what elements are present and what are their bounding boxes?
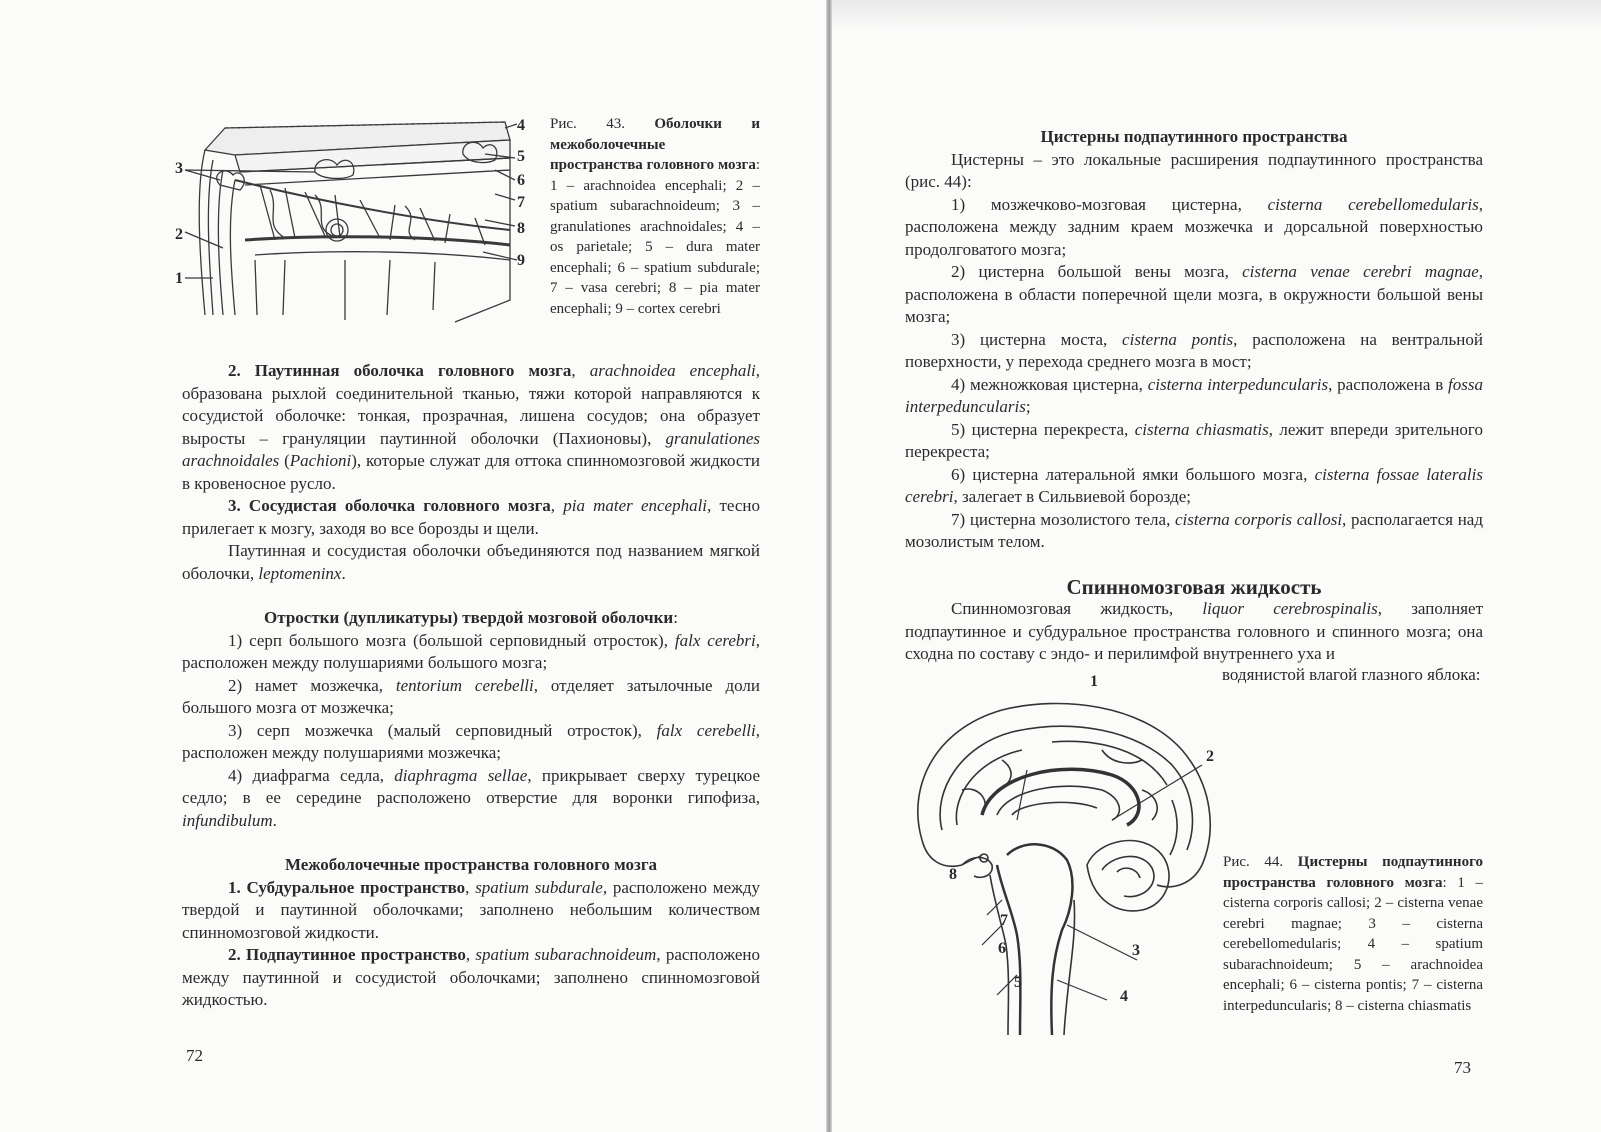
fig43-label-7: 7: [517, 194, 525, 211]
fig43-caption-prefix: Рис. 43.: [550, 116, 655, 132]
text-run: falx cerebri: [674, 630, 756, 650]
text-run: cisterna cerebellomedularis: [1267, 194, 1479, 214]
fig43-label-8: 8: [517, 220, 525, 237]
list-item-diaphragma: [182, 765, 760, 833]
text-run: tentorium cerebelli: [395, 675, 534, 695]
page-number-left: 72: [186, 1046, 203, 1065]
heading-cisterns: Цистерны подпаутинного пространства: [1040, 127, 1348, 146]
text-run: 2. Паутинная оболочка головного мозга: [228, 361, 572, 380]
text-run: 1) серп большого мозга (большой серповидный отросток),: [228, 630, 675, 650]
fig43-caption-body: 1 – arachnoidea encephali; 2 – spatium subarachnoideum; 3 – granulationes arachnoidales; 4 – os parietale; 5 – dura mater encephali; 6 – spatium subdurale; 7 – vasa cerebri; 8 – pia mater encephali; 9 – cortex cerebri: [550, 177, 760, 317]
list-item-cistern-2: [905, 261, 1483, 329]
text-run: ,: [465, 945, 476, 964]
text-run: (: [279, 451, 290, 470]
paragraph-csf: [905, 598, 1483, 666]
figure-43-caption: [550, 114, 760, 319]
fig44-label-7: 7: [1000, 912, 1008, 929]
csf-continued-text: водянистой влагой глазного яблока:: [1222, 665, 1481, 684]
text-run: , тесно прилегает к мозгу, заходя во все борозды и щели.: [182, 496, 760, 538]
text-run: 2. Подпаутинное пространство: [228, 945, 466, 964]
right-page: [832, 0, 1601, 1132]
fig43-label-5: 5: [517, 148, 525, 165]
heading-csf: Спинномозговая жидкость: [1066, 574, 1322, 599]
text-run: , заполняет подпаутинное и субдуральное пространства головного и спинного мозга; она сходна по составу с эндо- и перилимфой внутреннего уха и: [905, 599, 1483, 663]
text-run: diaphragma sellae: [394, 765, 528, 785]
text-run: , расположена на вентральной поверхности, у перехода среднего мозга в мост;: [905, 329, 1483, 371]
fig43-label-4: 4: [517, 117, 525, 134]
figure-44-brain-sagittal-illustration: [902, 690, 1222, 1040]
text-run: Паутинная и сосудистая оболочки объединяются под названием мягкой оболочки,: [182, 541, 760, 583]
text-run: , расположена в: [1328, 374, 1449, 394]
fig44-caption-colon: :: [1442, 874, 1447, 891]
fig44-label-5: 5: [1014, 974, 1022, 991]
fig43-label-2: 2: [175, 226, 183, 243]
paragraph-arachnoid: [182, 360, 760, 495]
fig43-label-9: 9: [517, 252, 525, 269]
text-run: 2) цистерна большой вены мозга,: [951, 262, 1243, 281]
text-run: 6) цистерна латеральной ямки большого мозга,: [951, 464, 1315, 484]
text-run: ,: [550, 496, 564, 515]
paragraph-subdural: [182, 877, 760, 945]
list-item-cistern-5: [905, 419, 1483, 464]
text-run: , образована рыхлой соединительной тканью, тяжи которой направляются к сосудистой оболочке: тонкая, прозрачная, лишена сосудов; она образует выросты – грануляции паутинной оболочки (Пахионовы),: [182, 361, 761, 448]
text-run: pia mater encephali: [563, 496, 708, 515]
fig43-caption-colon: :: [755, 157, 760, 173]
text-run: cisterna pontis: [1122, 329, 1234, 349]
text-run: 3) серп мозжечка (малый серповидный отросток),: [228, 720, 657, 740]
text-run: infundibulum: [182, 810, 273, 830]
paragraph-subarachnoid: [182, 944, 760, 1012]
fig44-label-8: 8: [949, 866, 957, 883]
text-run: spatium subdurale: [475, 877, 603, 897]
text-run: 4) диафрагма седла,: [228, 765, 395, 785]
text-run: granulationes arachnoidales: [182, 428, 760, 470]
text-run: , расположено между паутинной и сосудистой оболочками; заполнено спинномозговой жидкостью.: [182, 945, 761, 1009]
text-run: 1) мозжечково-мозговая цистерна,: [951, 194, 1268, 214]
page-number-right: 73: [1454, 1058, 1471, 1077]
text-run: 4) межножковая цистерна,: [951, 374, 1148, 394]
paragraph-csf-continued: [1222, 664, 1483, 687]
fig44-label-2: 2: [1206, 748, 1214, 765]
text-run: ,: [571, 361, 590, 380]
fig44-caption-prefix: Рис. 44.: [1223, 854, 1298, 870]
text-run: ), которые служат для оттока спинномозговой жидкости в кровеносное русло.: [182, 451, 761, 493]
text-run: , расположено между твердой и паутинной оболочками; заполнено небольшим количеством спинномозговой жидкости.: [182, 877, 761, 942]
list-item-tentorium: [182, 675, 760, 720]
fig44-label-6: 6: [998, 940, 1006, 957]
text-run: ;: [1025, 397, 1031, 416]
list-item-cistern-3: [905, 329, 1483, 374]
fig44-caption-title: Цистерны подпаутинного пространства головного мозга: [1223, 854, 1484, 891]
text-run: , расположена в области поперечной щели мозга, в окружности большой вены мозга;: [905, 262, 1483, 326]
text-run: cisterna interpeduncularis: [1147, 374, 1329, 394]
text-run: 5) цистерна перекреста,: [951, 419, 1135, 439]
text-run: leptomeninx: [258, 563, 342, 583]
heading-intermeningeal-spaces: Межоболочечные пространства головного мозга: [284, 855, 658, 874]
text-run: , лежит впереди зрительного перекреста;: [905, 419, 1483, 461]
text-run: 3) цистерна моста,: [951, 329, 1123, 349]
text-run: spatium subarachnoideum: [475, 945, 657, 964]
text-run: :: [673, 608, 678, 627]
text-run: cisterna venae cerebri magnae: [1242, 262, 1479, 281]
text-run: cisterna fossae lateralis cerebri: [905, 464, 1483, 506]
fig44-label-1: 1: [1090, 673, 1098, 690]
heading-dura-processes: [182, 607, 760, 630]
list-item-cistern-6: [905, 464, 1483, 509]
text-run: .: [341, 563, 346, 583]
left-page-text: [182, 360, 760, 1012]
fig44-label-3: 3: [1132, 942, 1140, 959]
paragraph-pia-mater: [182, 495, 760, 540]
list-item-cistern-7: [905, 509, 1483, 554]
list-item-falx-cerebelli: [182, 720, 760, 765]
text-run: Отростки (дупликатуры) твердой мозговой оболочки: [264, 608, 674, 627]
text-run: 3. Сосудистая оболочка головного мозга: [228, 496, 551, 515]
text-run: 2) намет мозжечка,: [228, 675, 396, 695]
text-run: arachnoidea encephali: [589, 361, 756, 380]
fig43-caption-title: Оболочки и межоболочечные пространства головного мозга: [550, 116, 761, 173]
fig43-label-3: 3: [175, 160, 183, 177]
text-run: cisterna corporis callosi: [1174, 509, 1343, 529]
figure-43-meninges-illustration: [165, 110, 535, 335]
text-run: liquor cerebrospinalis: [1202, 599, 1378, 618]
right-page-text: [905, 126, 1483, 666]
text-run: fossa interpeduncularis: [905, 374, 1483, 416]
text-run: , расположен между полушариями большого мозга;: [182, 630, 761, 672]
text-run: Спинномозговая жидкость,: [951, 599, 1203, 618]
text-run: , расположен между полушариями мозжечка;: [182, 720, 761, 762]
text-run: , прикрывает сверху турецкое седло; в ее середине расположено отверстие для воронки гипофиза,: [182, 765, 760, 807]
fig43-label-6: 6: [517, 172, 525, 189]
text-run: 7) цистерна мозолистого тела,: [951, 509, 1175, 529]
paragraph-cisterns-intro: Цистерны – это локальные расширения подпаутинного пространства (рис. 44):: [905, 149, 1483, 191]
text-run: , расположена между задним краем мозжечка и дорсальной поверхностью продолговатого мозга;: [905, 194, 1483, 259]
list-item-cistern-4: [905, 374, 1483, 419]
text-run: , залегает в Сильвиевой борозде;: [953, 487, 1192, 506]
text-run: , располагается над мозолистым телом.: [905, 509, 1483, 551]
paragraph-leptomeninx: [182, 540, 760, 585]
text-run: Pachioni: [289, 451, 352, 470]
fig44-caption-body: 1 – cisterna corporis callosi; 2 – cisterna venae cerebri magnae; 3 – cisterna cerebellomedularis; 4 – spatium subarachnoideum; 5 – arachnoidea encephali; 6 – cisterna pontis; 7 – cisterna interpeduncularis; 8 – cisterna chiasmatis: [1223, 874, 1483, 1014]
text-run: cisterna chiasmatis: [1134, 419, 1269, 439]
list-item-falx-cerebri: [182, 630, 760, 675]
text-run: 1. Субдуральное пространство: [228, 877, 466, 897]
text-run: , отделяет затылочные доли большого мозга от мозжечка;: [182, 675, 760, 717]
list-item-cistern-1: [905, 194, 1483, 262]
text-run: .: [272, 810, 277, 830]
fig43-label-1: 1: [175, 270, 183, 287]
text-run: ,: [465, 877, 476, 897]
fig44-label-4: 4: [1120, 988, 1128, 1005]
text-run: falx cerebelli: [656, 720, 756, 740]
figure-44-caption: [1223, 852, 1483, 1016]
